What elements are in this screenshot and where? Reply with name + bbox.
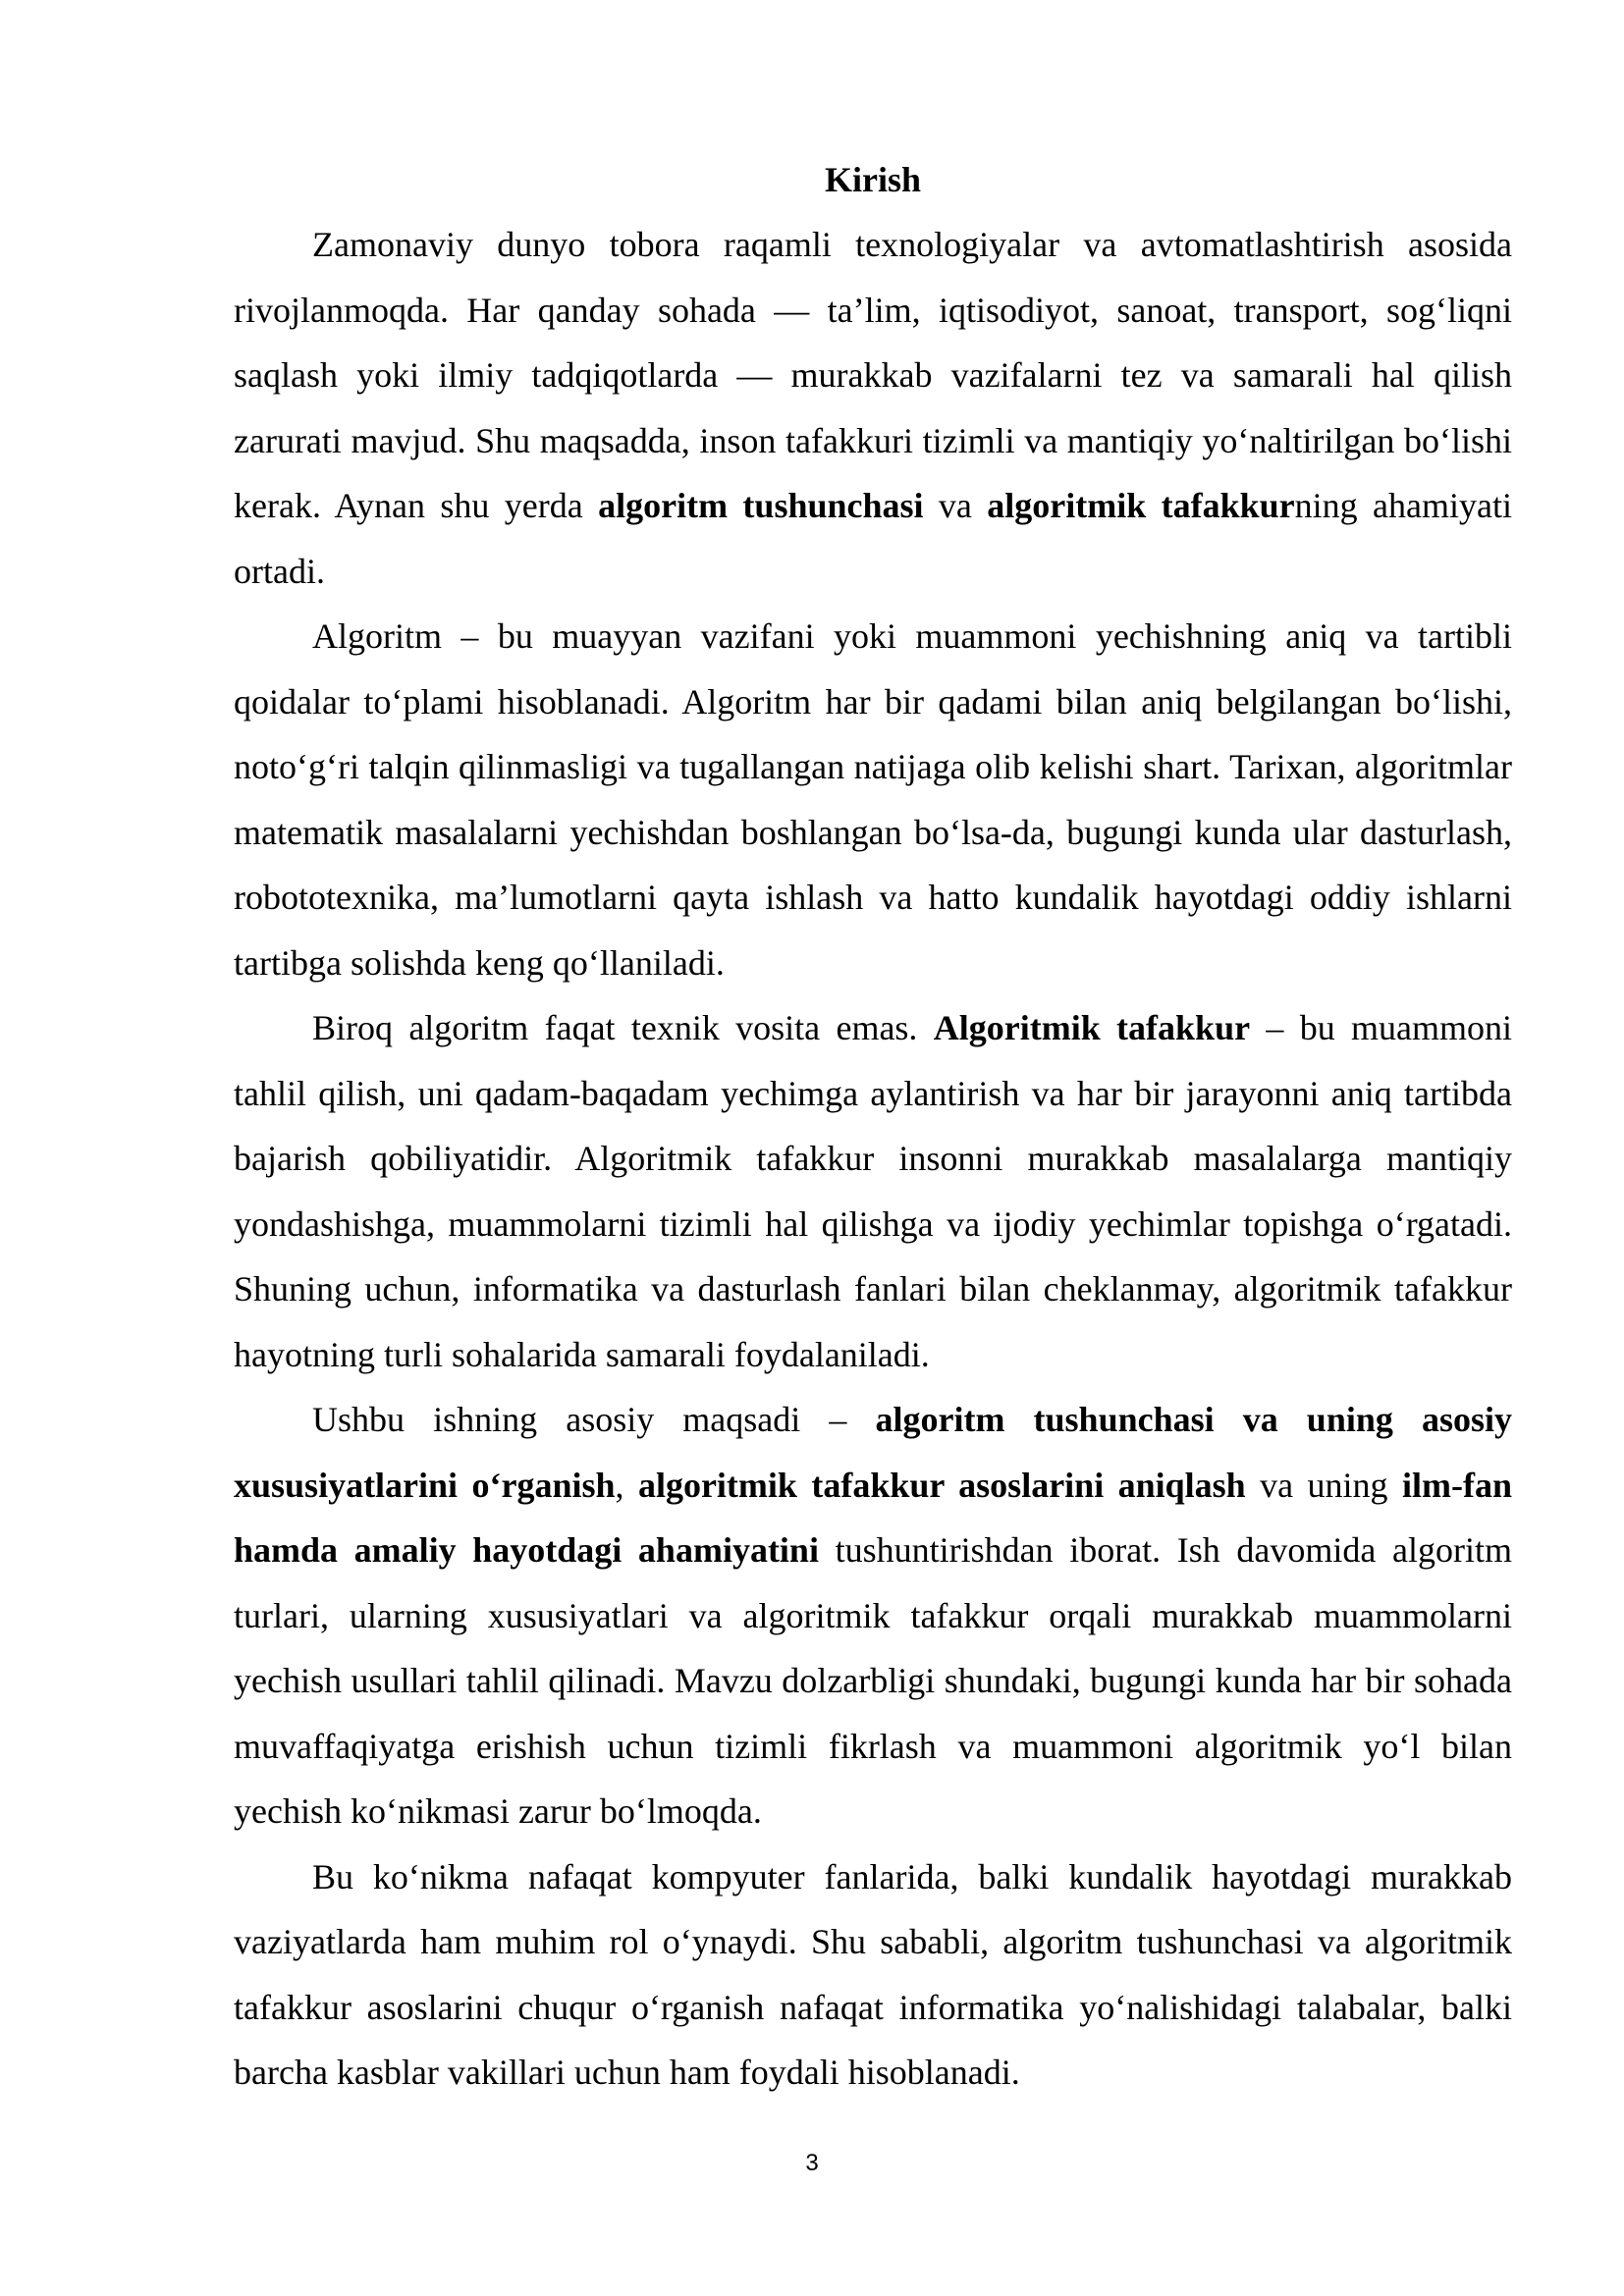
paragraph [234,212,1512,604]
bold-term: ilm-fan hamda amaliy hayotdagi ahamiyatini [234,1465,1512,1570]
paragraph-text: – bu muammoni tahlil qilish, uni qadam-baqadam yechimga aylantirish va har bir jarayonni aniq tartibda bajarish qobiliyatidir. Algoritmik tafakkur insonni murakkab masalalarga mantiqiy yondashishga, muammolarni tizimli hal qilishga va ijodiy yechimlar topishga o‘rgatadi. Shuning uchun, informatika va dasturlash fanlari bilan cheklanmay, algoritmik tafakkur hayotning turli sohalarida samarali foydalaniladi. [234,1008,1512,1374]
bold-term: Algoritmik tafakkur [933,1008,1251,1047]
paragraph [234,995,1512,1387]
paragraph-text: Bu ko‘nikma nafaqat kompyuter fanlarida, balki kundalik hayotdagi murakkab vaziyatlarda ham muhim rol o‘ynaydi. Shu sababli, algoritm tushunchasi va algoritmik tafakkur asoslarini chuqur o‘rganish nafaqat informatika yo‘nalishidagi talabalar, balki barcha kasblar vakillari uchun ham foydali hisoblanadi. [234,1856,1512,2092]
paragraph-text: va [923,486,988,525]
bold-term: algoritm tushunchasi [598,486,924,525]
paragraph-text: Algoritm – bu muayyan vazifani yoki muammoni yechishning aniq va tartibli qoidalar to‘plami hisoblanadi. Algoritm har bir qadami bilan aniq belgilangan bo‘lishi, noto‘g‘ri talqin qilinmasligi va tugallangan natijaga olib kelishi shart. Tarixan, algoritmlar matematik masalalarni yechishdan boshlangan bo‘lsa-da, bugungi kunda ular dasturlash, robototexnika, ma’lumotlarni qayta ishlash va hatto kundalik hayotdagi oddiy ishlarni tartibga solishda keng qo‘llaniladi. [234,616,1512,983]
paragraph [234,1844,1512,2106]
paragraph-text: ning ahamiyati ortadi. [234,486,1512,591]
paragraph-text: Biroq algoritm faqat texnik vosita emas. [312,1008,934,1047]
paragraph-text: va uning [1245,1465,1402,1505]
paragraph-text: , [615,1465,638,1505]
paragraph-text: Ushbu ishning asosiy maqsadi – [312,1400,876,1439]
paragraph-text: Zamonaviy dunyo tobora raqamli texnologiyalar va avtomatlashtirish asosida rivojlanmoqda. Har qanday sohada — ta’lim, iqtisodiyot, sanoat, transport, sog‘liqni saqlash yoki ilmiy tadqiqotlarda — murakkab vazifalarni tez va samarali hal qilish zarurati mavjud. Shu maqsadda, inson tafakkuri tizimli va mantiqiy yo‘naltirilgan bo‘lishi kerak. Aynan shu yerda [234,225,1512,525]
paragraph-text: tushuntirishdan iborat. Ish davomida algoritm turlari, ularning xususiyatlari va algoritmik tafakkur orqali murakkab muammolarni yechish usullari tahlil qilinadi. Mavzu dolzarbligi shundaki, bugungi kunda har bir sohada muvaffaqiyatga erishish uchun tizimli fikrlash va muammoni algoritmik yo‘l bilan yechish ko‘nikmasi zarur bo‘lmoqda. [234,1530,1512,1831]
page-number: 3 [805,2150,819,2176]
page-body [234,147,1512,2106]
paragraph [234,1387,1512,1844]
bold-term: algoritmik tafakkur asoslarini aniqlash [637,1465,1246,1505]
bold-term: algoritm tushunchasi va uning asosiy xususiyatlarini o‘rganish [234,1400,1512,1505]
paragraph [234,604,1512,995]
bold-term: algoritmik tafakkur [987,486,1295,525]
page-title: Kirish [824,160,921,199]
